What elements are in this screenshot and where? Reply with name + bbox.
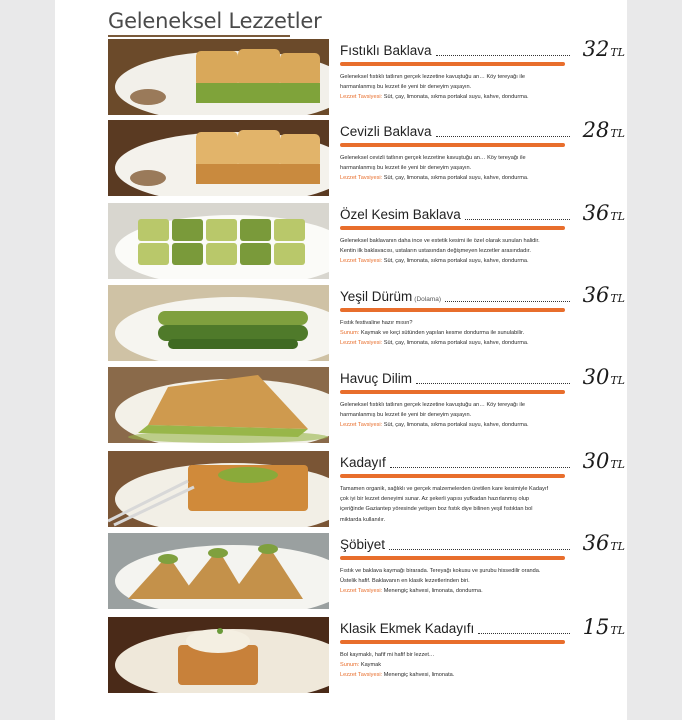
description-line [340, 660, 625, 670]
line-label: Sunum: [340, 330, 360, 337]
accent-bar [340, 62, 565, 66]
description-line [340, 400, 625, 410]
item-name-text: Klasik Ekmek Kadayıfı [340, 621, 475, 636]
description-line [340, 566, 625, 576]
line-label: Lezzet Tavsiyesi: [340, 588, 383, 595]
line-text: Menengiç kahvesi, limonata, dondurma. [383, 588, 483, 595]
item-price [581, 201, 625, 225]
title-underline [108, 35, 290, 37]
line-text: miktarda kullanılır. [340, 516, 386, 523]
description-line [340, 328, 625, 338]
line-label: Lezzet Tavsiyesi: [340, 672, 383, 679]
item-name [340, 537, 387, 552]
line-label: Sunum: [340, 662, 360, 669]
item-name-text: Kadayıf [340, 455, 386, 470]
item-price [581, 37, 625, 61]
line-text: Geleneksel fıstıklı tatlının gerçek lezzetine kavuştuğu an… Köy tereyağı ile [340, 74, 526, 80]
item-description [340, 318, 625, 349]
dessert-photo [108, 203, 329, 279]
item-price [581, 283, 625, 307]
line-text: Menengiç kahvesi, limonata. [383, 672, 455, 679]
accent-bar [340, 556, 565, 560]
description-line [340, 504, 625, 514]
price-value: 32 [582, 37, 610, 61]
line-text: Süt, çay, limonata, sıkma portakal suyu, kahve, dondurma. [383, 422, 529, 429]
accent-bar [340, 474, 565, 478]
line-text: çok iyi bir lezzet deneyimi sunar. Az şekerli yapısı yufkadan hazırlanmış olup [340, 496, 530, 503]
line-text: Kentin ilk baklavacısı, ustaların ustasından değişmeyen lezzetler arasındadır. [340, 248, 531, 255]
item-description [340, 650, 625, 681]
item-note: (Dolama) [414, 296, 442, 303]
description-line [340, 586, 625, 596]
dessert-photo [108, 367, 329, 443]
description-line [340, 576, 625, 586]
item-price [581, 118, 625, 142]
price-value: 36 [582, 201, 610, 225]
line-text: Fıstık festivaline hazır mısın? [340, 320, 413, 326]
accent-bar [340, 308, 565, 312]
description-line [340, 236, 625, 246]
accent-bar [340, 226, 565, 230]
price-currency: TL [610, 127, 625, 140]
accent-bar [340, 640, 565, 644]
dot-leader [478, 633, 570, 634]
dessert-photo [108, 39, 329, 115]
line-text: içeriğinde Gaziantep yöresinde yetişen boz fıstık diye bilinen yeşil fıstıktan bol [340, 506, 533, 513]
line-text: Fıstık ve baklava kaymağı birarada. Tereyağı kokusu ve şurubu hissedilir oranda. [340, 568, 541, 574]
description-line [340, 256, 625, 266]
dot-leader [445, 301, 570, 302]
item-price [581, 365, 625, 389]
line-text: Geleneksel cevizli tatlının gerçek lezzetine kavuştuğu an… Köy tereyağı ile [340, 155, 526, 161]
item-header [340, 617, 625, 641]
line-text: Süt, çay, limonata, sıkma portakal suyu, kahve, dondurma. [383, 340, 529, 347]
price-value: 15 [582, 615, 610, 639]
description-line [340, 72, 625, 82]
item-header [340, 203, 625, 227]
item-header [340, 367, 625, 391]
description-line [340, 484, 625, 494]
dessert-photo [108, 120, 329, 196]
item-description [340, 566, 625, 597]
price-value: 28 [582, 118, 610, 142]
item-header [340, 39, 625, 63]
price-currency: TL [610, 292, 625, 305]
description-line [340, 410, 625, 420]
line-text: Geleneksel baklavanın daha ince ve estetik kesimi ile özel olarak sunulan halidir. [340, 238, 540, 244]
item-info [340, 201, 625, 265]
item-info [340, 615, 625, 679]
line-label: Lezzet Tavsiyesi: [340, 340, 383, 347]
item-info [340, 37, 625, 101]
price-currency: TL [610, 210, 625, 223]
description-line [340, 420, 625, 430]
price-value: 30 [582, 365, 610, 389]
item-name-text: Yeşil Dürüm [340, 289, 413, 304]
line-label: Lezzet Tavsiyesi: [340, 258, 383, 265]
accent-bar [340, 390, 565, 394]
item-header [340, 533, 625, 557]
item-name [340, 289, 443, 304]
price-currency: TL [610, 458, 625, 471]
item-header [340, 120, 625, 144]
line-label: Lezzet Tavsiyesi: [340, 422, 383, 429]
line-text: Bol kaymaklı, hafif mi hafif bir lezzet… [340, 652, 435, 658]
price-currency: TL [610, 540, 625, 553]
item-name-text: Fıstıklı Baklava [340, 43, 432, 58]
description-line [340, 338, 625, 348]
item-info [340, 365, 625, 429]
dot-leader [389, 549, 570, 550]
item-price [581, 615, 625, 639]
item-description [340, 400, 625, 431]
description-line [340, 82, 625, 92]
item-info [340, 449, 625, 523]
dot-leader [416, 383, 570, 384]
item-header [340, 285, 625, 309]
item-info [340, 531, 625, 595]
item-price [581, 449, 625, 473]
description-line [340, 670, 625, 680]
line-label: Lezzet Tavsiyesi: [340, 175, 383, 182]
item-description [340, 236, 625, 267]
item-price [581, 531, 625, 555]
price-value: 36 [582, 531, 610, 555]
description-line [340, 173, 625, 183]
dot-leader [436, 55, 570, 56]
item-name [340, 124, 434, 139]
dessert-photo [108, 451, 329, 527]
line-text: Geleneksel fıstıklı tatlının gerçek lezzetine kavuştuğu an… Köy tereyağı ile [340, 402, 526, 408]
price-currency: TL [610, 46, 625, 59]
item-name-text: Cevizli Baklava [340, 124, 432, 139]
line-label: Lezzet Tavsiyesi: [340, 94, 383, 101]
dessert-photo [108, 533, 329, 609]
menu-page [55, 0, 627, 720]
item-name [340, 621, 476, 636]
line-text: harmanlanmış bu lezzet ile yeni bir deneyim yaşayın. [340, 412, 472, 419]
item-name [340, 207, 463, 222]
item-name [340, 43, 434, 58]
line-text: Kaymak ve keçi sütünden yapılan kesme dondurma ile sunulabilir. [360, 330, 525, 337]
description-line [340, 246, 625, 256]
line-text: Kaymak [360, 662, 382, 669]
dot-leader [390, 467, 570, 468]
item-name [340, 455, 388, 470]
description-line [340, 92, 625, 102]
item-info [340, 283, 625, 347]
dessert-photo [108, 285, 329, 361]
item-name-text: Havuç Dilim [340, 371, 413, 386]
description-line [340, 494, 625, 504]
item-header [340, 451, 625, 475]
line-text: Süt, çay, limonata, sıkma portakal suyu, kahve, dondurma. [383, 94, 529, 101]
line-text: Süt, çay, limonata, sıkma portakal suyu, kahve, dondurma. [383, 258, 529, 265]
item-name-text: Şöbiyet [340, 537, 386, 552]
accent-bar [340, 143, 565, 147]
page-title: Geleneksel Lezzetler [108, 9, 322, 33]
line-text: harmanlanmış bu lezzet ile yeni bir deneyim yaşayın. [340, 165, 472, 172]
description-line [340, 318, 625, 328]
line-text: Süt, çay, limonata, sıkma portakal suyu, kahve, dondurma. [383, 175, 529, 182]
item-description [340, 72, 625, 103]
price-currency: TL [610, 374, 625, 387]
price-currency: TL [610, 624, 625, 637]
item-name [340, 371, 414, 386]
description-line [340, 650, 625, 660]
description-line [340, 153, 625, 163]
dessert-photo [108, 617, 329, 693]
line-text: Üstelik hafif. Baklavanın en klasik lezzetlerinden biri. [340, 578, 470, 585]
item-description [340, 153, 625, 184]
description-line [340, 163, 625, 173]
item-info [340, 118, 625, 182]
dot-leader [436, 136, 570, 137]
description-line [340, 515, 625, 525]
line-text: harmanlanmış bu lezzet ile yeni bir deneyim yaşayın. [340, 84, 472, 91]
line-text: Tamamen organik, sağlıklı ve gerçek malzemelerden üretilen kare kesimiyle Kadayıf [340, 486, 548, 492]
dot-leader [465, 219, 570, 220]
item-description [340, 484, 625, 525]
item-name-text: Özel Kesim Baklava [340, 207, 461, 222]
price-value: 30 [582, 449, 610, 473]
price-value: 36 [582, 283, 610, 307]
